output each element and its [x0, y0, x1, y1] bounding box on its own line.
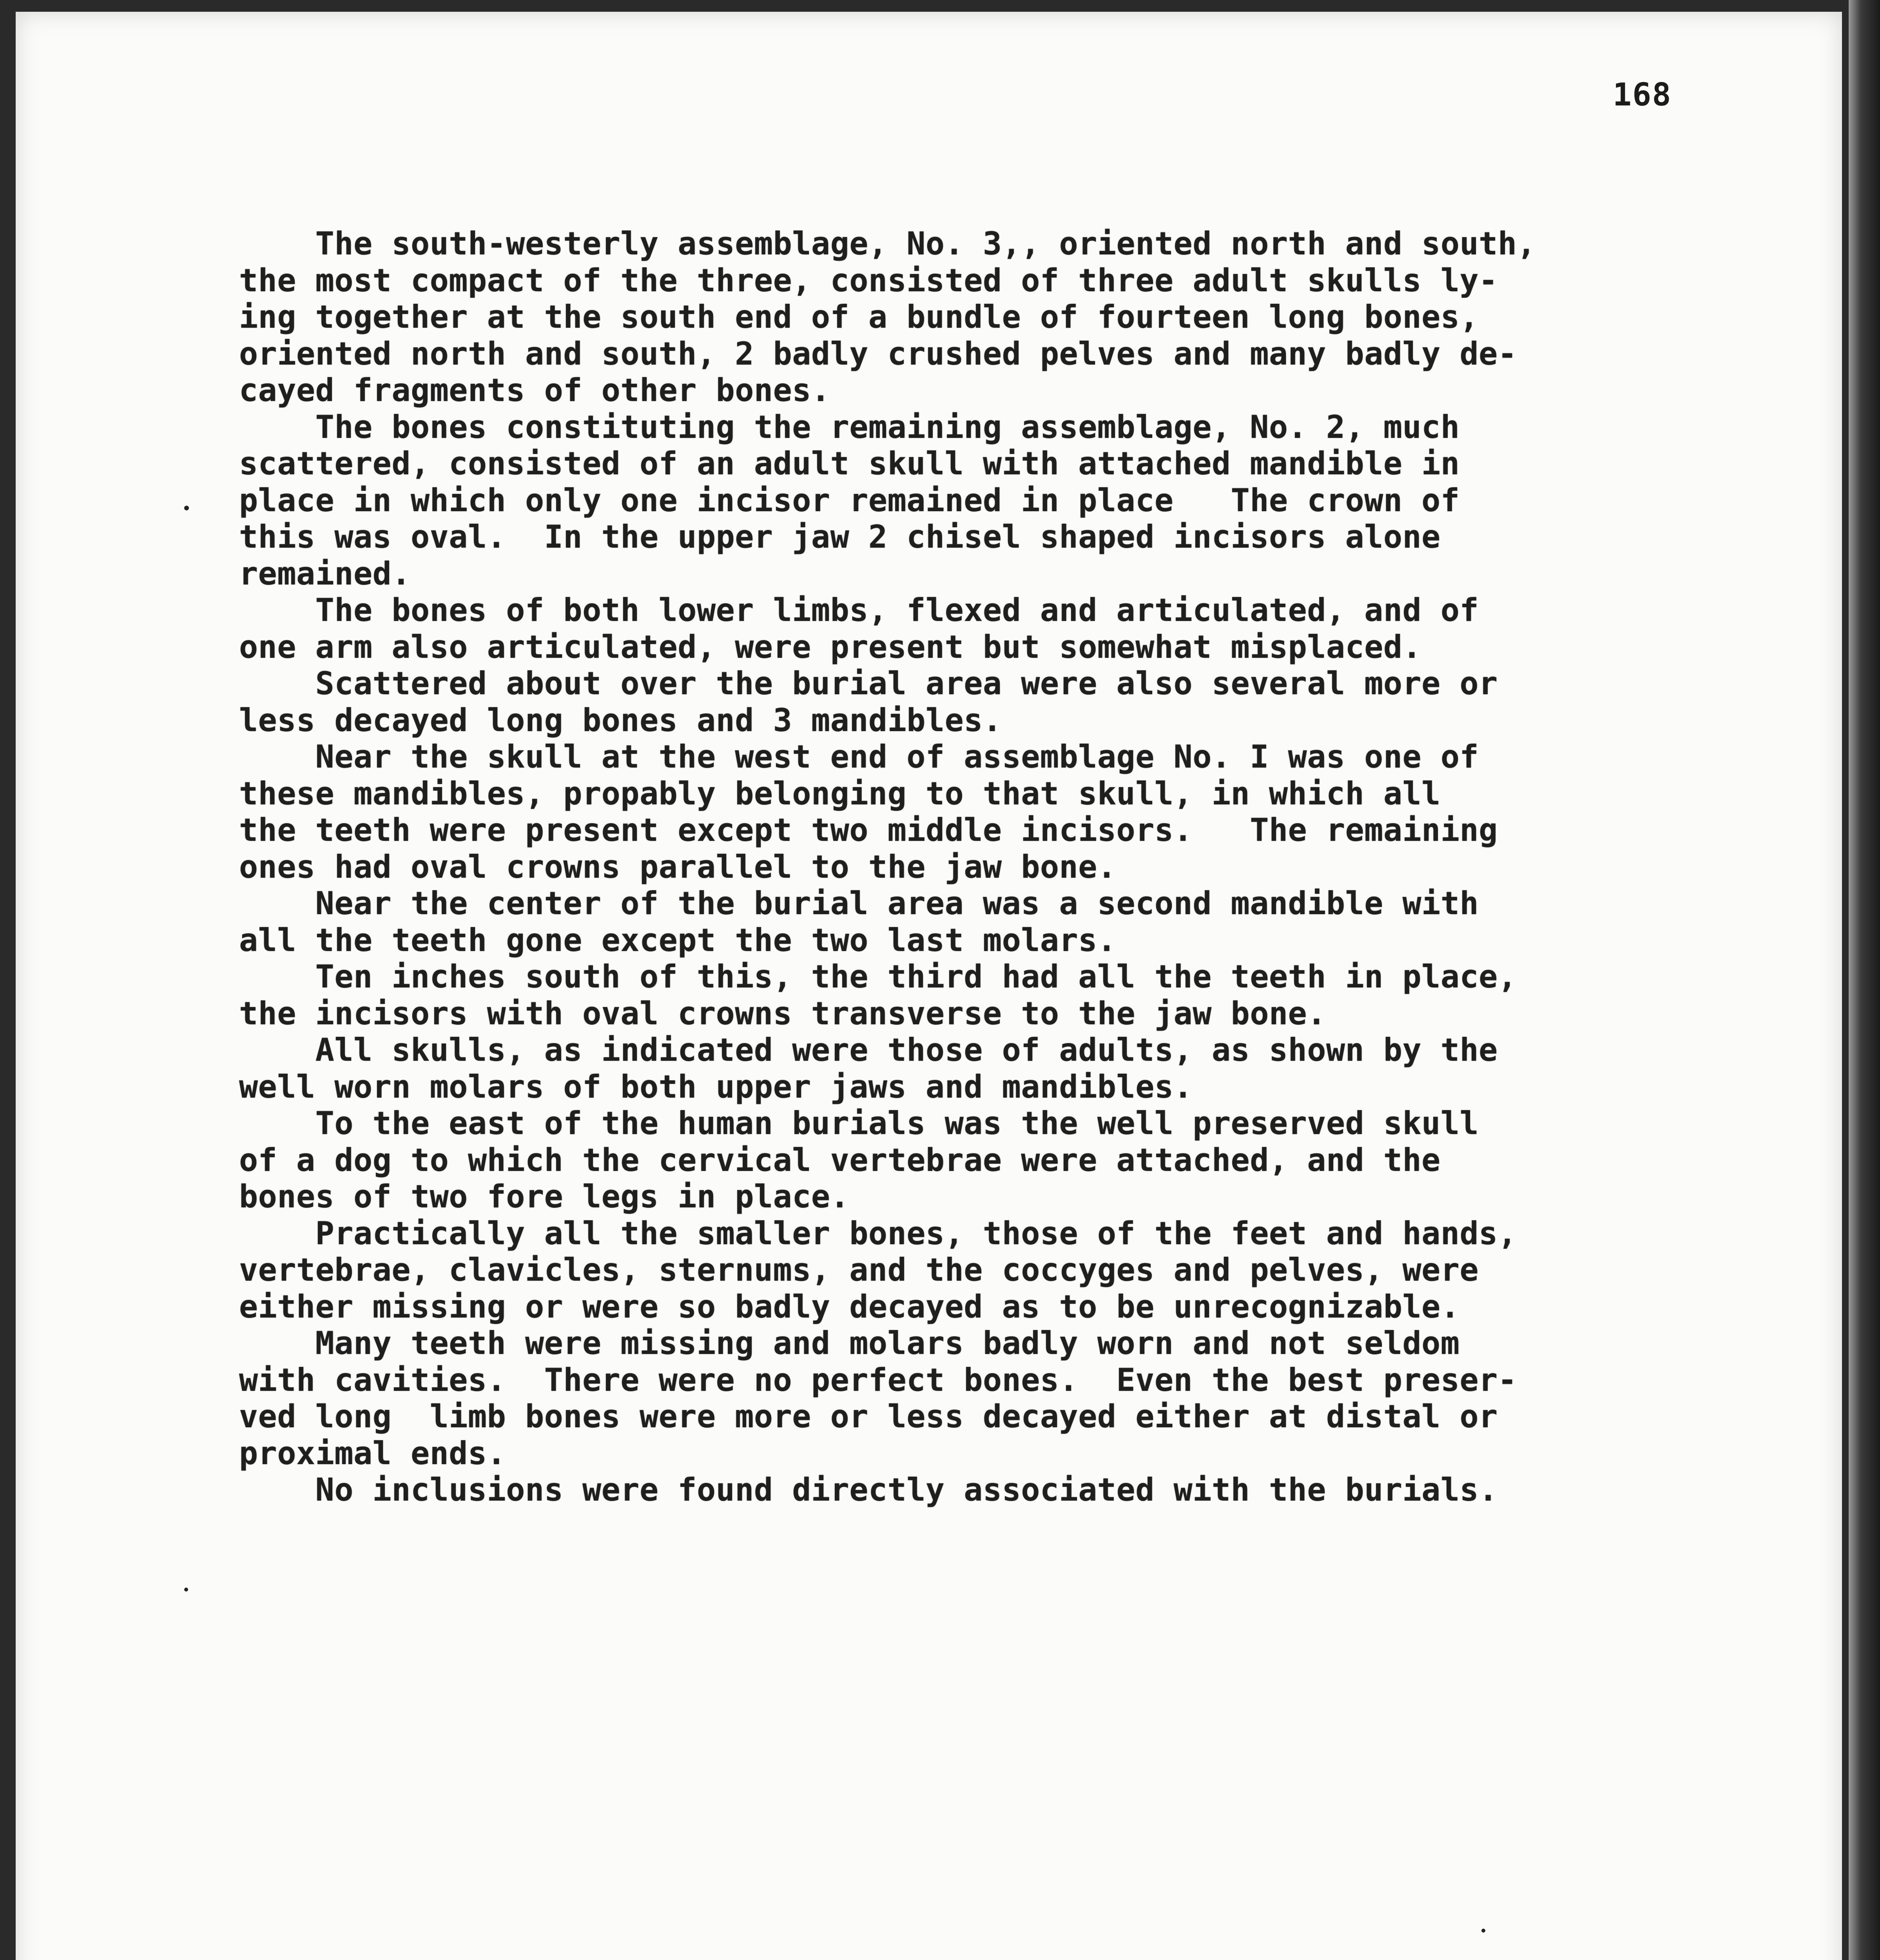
scan-speck [1481, 1929, 1485, 1933]
text-line: No inclusions were found directly associated with the burials. [239, 1472, 1498, 1508]
scan-speck [184, 506, 189, 510]
text-line: vertebrae, clavicles, sternums, and the coccyges and pelves, were [239, 1252, 1479, 1288]
text-line: the incisors with oval crowns transverse to the jaw bone. [239, 995, 1326, 1032]
text-line: Near the skull at the west end of assemblage No. I was one of [239, 739, 1479, 775]
text-line: bones of two fore legs in place. [239, 1178, 850, 1215]
text-line: To the east of the human burials was the well preserved skull [239, 1105, 1479, 1142]
text-line: the most compact of the three, consisted of three adult skulls ly- [239, 262, 1498, 299]
scan-speck [184, 1588, 188, 1592]
body-text [239, 225, 1768, 1508]
text-line: Scattered about over the burial area were also several more or [239, 665, 1498, 702]
text-line: proximal ends. [239, 1435, 506, 1472]
text-line: Practically all the smaller bones, those of the feet and hands, [239, 1215, 1517, 1252]
text-line: place in which only one incisor remained in place The crown of [239, 482, 1460, 519]
page-number: 168 [1613, 76, 1672, 113]
text-line: the teeth were present except two middle incisors. The remaining [239, 812, 1498, 848]
text-line: cayed fragments of other bones. [239, 372, 830, 408]
text-line: of a dog to which the cervical vertebrae were attached, and the [239, 1142, 1441, 1178]
text-line: The south-westerly assemblage, No. 3,, oriented north and south, [239, 225, 1536, 262]
text-line: Many teeth were missing and molars badly worn and not seldom [239, 1325, 1460, 1361]
text-line: ved long limb bones were more or less decayed either at distal or [239, 1398, 1498, 1435]
text-line: The bones of both lower limbs, flexed and articulated, and of [239, 592, 1479, 628]
text-line: The bones constituting the remaining assemblage, No. 2, much [239, 408, 1460, 445]
text-line: Ten inches south of this, the third had all the teeth in place, [239, 958, 1517, 995]
text-line: these mandibles, propably belonging to that skull, in which all [239, 775, 1441, 812]
text-line: scattered, consisted of an adult skull with attached mandible in [239, 445, 1460, 482]
text-line: well worn molars of both upper jaws and mandibles. [239, 1068, 1193, 1105]
binding-edge [1849, 0, 1880, 1960]
text-line: ing together at the south end of a bundle of fourteen long bones, [239, 299, 1479, 335]
text-line: one arm also articulated, were present but somewhat misplaced. [239, 628, 1422, 665]
text-line: all the teeth gone except the two last molars. [239, 922, 1117, 958]
text-line: remained. [239, 555, 411, 592]
text-line: Near the center of the burial area was a second mandible with [239, 885, 1479, 922]
text-line: less decayed long bones and 3 mandibles. [239, 702, 1002, 739]
text-line: either missing or were so badly decayed as to be unrecognizable. [239, 1288, 1460, 1325]
text-line: ones had oval crowns parallel to the jaw bone. [239, 848, 1117, 885]
text-line: All skulls, as indicated were those of adults, as shown by the [239, 1032, 1498, 1068]
text-line: with cavities. There were no perfect bones. Even the best preser- [239, 1361, 1517, 1398]
text-line: this was oval. In the upper jaw 2 chisel shaped incisors alone [239, 519, 1441, 555]
text-line: oriented north and south, 2 badly crushed pelves and many badly de- [239, 335, 1517, 372]
